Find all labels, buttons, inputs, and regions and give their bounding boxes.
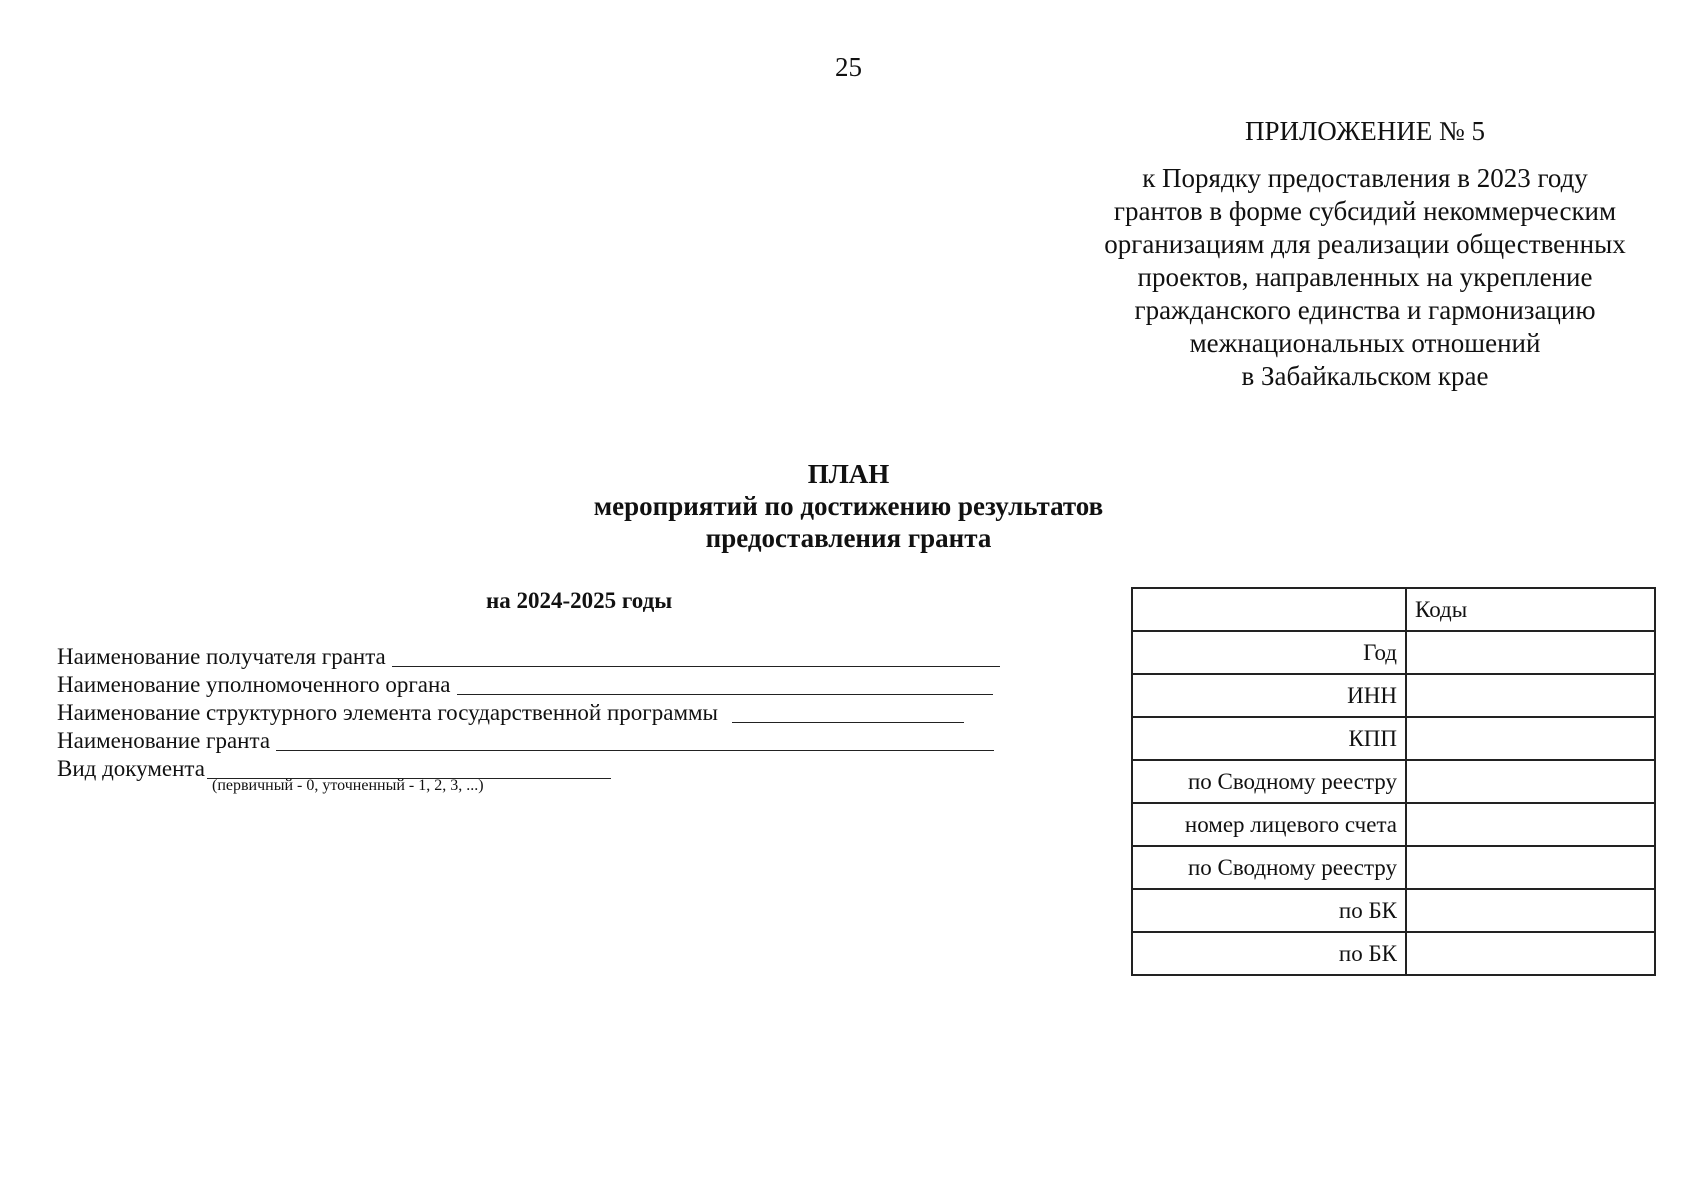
- appendix-line: грантов в форме субсидий некоммерческим: [1113, 196, 1617, 226]
- recipient-label: Наименование получателя гранта: [57, 644, 386, 669]
- table-row: [1132, 631, 1655, 674]
- code-value-inn[interactable]: [1406, 674, 1655, 717]
- appendix-line: к Порядку предоставления в 2023 году: [1142, 163, 1588, 193]
- form-fields: [57, 643, 1000, 795]
- code-label-year: Год: [1132, 631, 1406, 674]
- codes-header-row: [1132, 588, 1655, 631]
- document-type-label: Вид документа: [57, 756, 205, 781]
- recipient-row: [57, 643, 1000, 671]
- authorized-body-row: [57, 671, 1000, 699]
- appendix-line: гражданского единства и гармонизацию: [1134, 295, 1596, 325]
- code-value-bk[interactable]: [1406, 889, 1655, 932]
- plan-title: ПЛАН: [807, 459, 890, 489]
- appendix-title: ПРИЛОЖЕНИЕ № 5: [1244, 116, 1486, 146]
- grant-name-label: Наименование гранта: [57, 728, 271, 753]
- program-element-row: [57, 699, 1000, 727]
- table-row: [1132, 717, 1655, 760]
- code-label-bk-2: по БК: [1132, 932, 1406, 975]
- document-type-hint: (первичный - 0, уточненный - 1, 2, 3, ...): [212, 777, 484, 794]
- program-element-label: Наименование структурного элемента государственной программы: [57, 700, 719, 725]
- code-value-consolidated-registry-2[interactable]: [1406, 846, 1655, 889]
- appendix-line: межнациональных отношений: [1189, 328, 1541, 358]
- recipient-input-line[interactable]: [392, 644, 1000, 667]
- plan-subtitle-line2: предоставления гранта: [705, 523, 992, 553]
- code-label-kpp: КПП: [1132, 717, 1406, 760]
- table-row: [1132, 889, 1655, 932]
- authorized-body-input-line[interactable]: [457, 672, 993, 695]
- plan-heading: [0, 458, 1697, 554]
- program-element-input-line[interactable]: [732, 700, 964, 723]
- table-row: [1132, 846, 1655, 889]
- table-row: [1132, 760, 1655, 803]
- plan-subtitle-line1: мероприятий по достижению результатов: [593, 491, 1104, 521]
- appendix-body: [1085, 162, 1645, 393]
- page-number: 25: [835, 52, 862, 82]
- authorized-body-label: Наименование уполномоченного органа: [57, 672, 451, 697]
- appendix-line: организациям для реализации общественных: [1104, 229, 1626, 259]
- appendix-line: в Забайкальском крае: [1241, 361, 1489, 391]
- appendix-line: проектов, направленных на укрепление: [1137, 262, 1593, 292]
- grant-name-row: [57, 727, 1000, 755]
- code-label-inn: ИНН: [1132, 674, 1406, 717]
- plan-period: на 2024-2025 годы: [486, 588, 673, 613]
- code-label-consolidated-registry: по Сводному реестру: [1132, 760, 1406, 803]
- table-row: [1132, 803, 1655, 846]
- document-type-input-line[interactable]: [207, 756, 611, 779]
- table-row: [1132, 932, 1655, 975]
- code-label-account-number: номер лицевого счета: [1132, 803, 1406, 846]
- code-value-bk-2[interactable]: [1406, 932, 1655, 975]
- code-value-kpp[interactable]: [1406, 717, 1655, 760]
- code-label-bk: по БК: [1132, 889, 1406, 932]
- codes-table: [1131, 587, 1656, 976]
- codes-header-label-cell: [1132, 588, 1406, 631]
- code-label-consolidated-registry-2: по Сводному реестру: [1132, 846, 1406, 889]
- code-value-year[interactable]: [1406, 631, 1655, 674]
- table-row: [1132, 674, 1655, 717]
- grant-name-input-line[interactable]: [276, 728, 994, 751]
- code-value-account-number[interactable]: [1406, 803, 1655, 846]
- code-value-consolidated-registry[interactable]: [1406, 760, 1655, 803]
- codes-header: Коды: [1406, 588, 1655, 631]
